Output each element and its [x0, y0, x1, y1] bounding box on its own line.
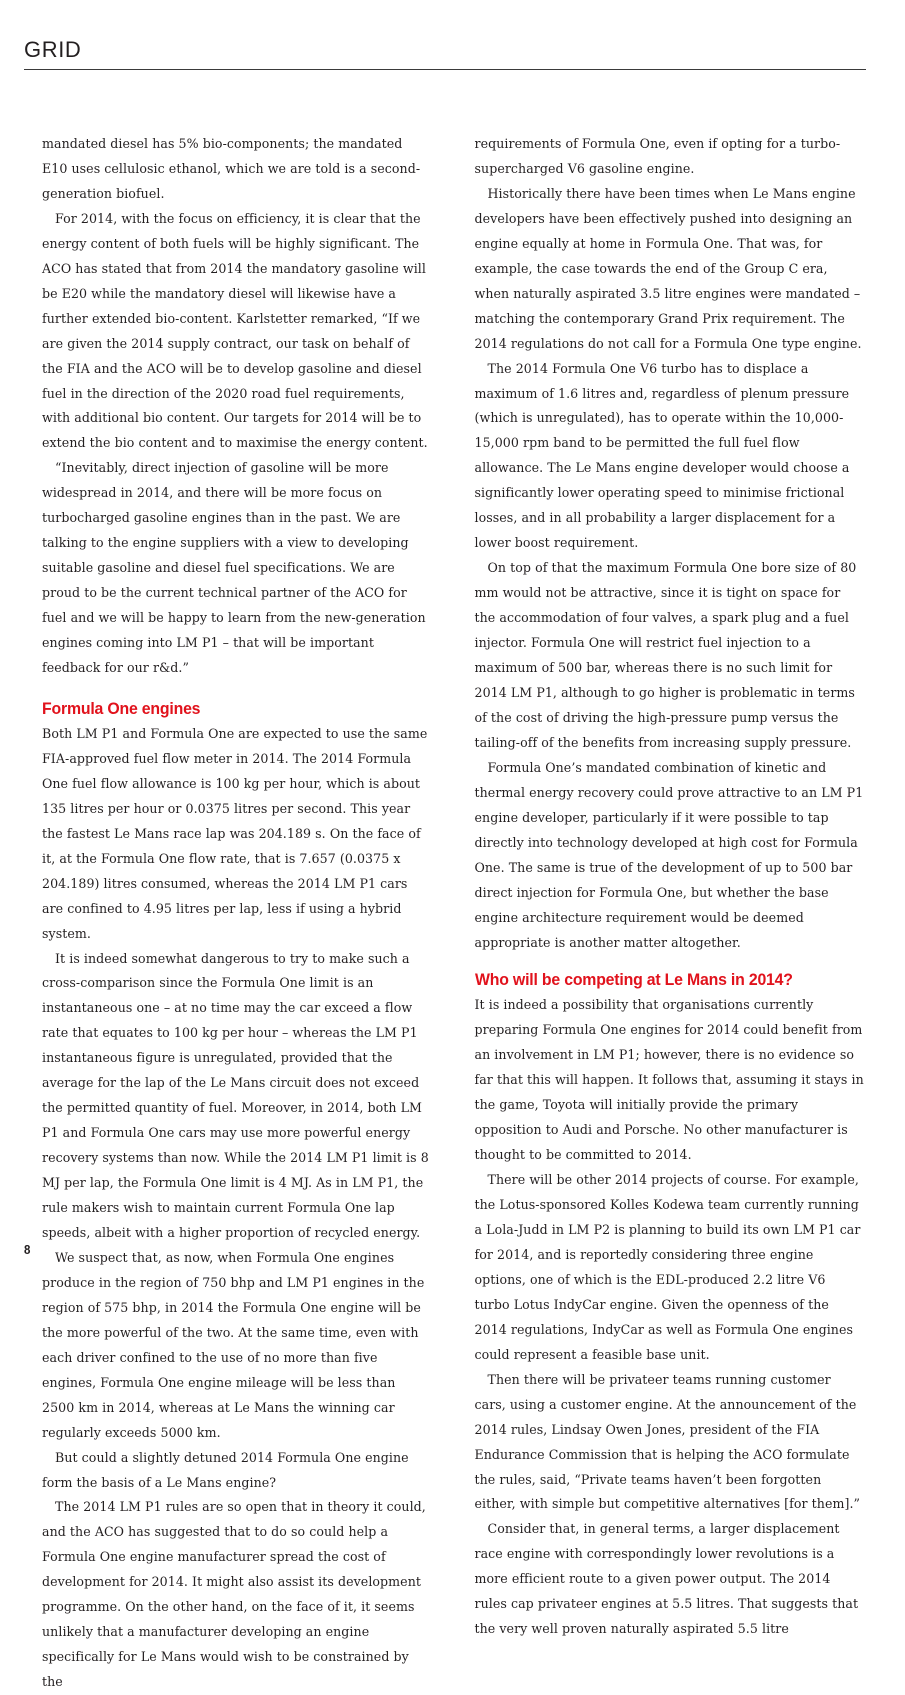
page-number: 8	[24, 1243, 31, 1257]
paragraph: We suspect that, as now, when Formula One engines produce in the region of 750 bhp and LM P1 engines in the region of 575 bhp, in 2014 the Formula One engine will be the more powerful of the two. At the same time, even with each driver confined to the use of no more than five engines, Formula One engine mileage will be less than 2500 km in 2014, whereas at Le Mans the winning car regularly exceeds 5000 km.	[42, 1249, 425, 1440]
right-column	[475, 132, 865, 1695]
paragraph: The 2014 Formula One V6 turbo has to displace a maximum of 1.6 litres and, regardless of plenum pressure (which is unregulated), has to operate within the 10,000-15,000 rpm band to be permitted the full fuel flow allowance. The Le Mans engine developer would choose a significantly lower operating speed to minimise frictional losses, and in all probability a larger displacement for a lower boost requirement.	[474, 360, 850, 551]
header-divider	[24, 69, 866, 70]
paragraph: The 2014 LM P1 rules are so open that in theory it could, and the ACO has suggested that to do so could help a Formula One engine manufacturer spread the cost of development for 2014. It might also assist its development programme. On the other hand, on the face of it, it seems unlikely that a manufacturer developing an engine specifically for Le Mans would wish to be constrained by the	[42, 1499, 426, 1690]
paragraph: It is indeed a possibility that organisations currently preparing Formula One engines for 2014 could benefit from an involvement in LM P1; however, there is no evidence so far that this will happen. It follows that, assuming it stays in the game, Toyota will initially provide the primary opposition to Audi and Porsche. No other manufacturer is thought to be committed to 2014.	[474, 997, 864, 1163]
left-column	[42, 132, 432, 1695]
paragraph: requirements of Formula One, even if opting for a turbo-supercharged V6 gasoline engine.	[474, 136, 841, 176]
publication-title: GRID	[24, 37, 82, 62]
paragraph: On top of that the maximum Formula One bore size of 80 mm would not be attractive, since it is tight on space for the accommodation of four valves, a spark plug and a fuel injector. Formula One will restrict fuel injection to a maximum of 500 bar, whereas there is no such limit for 2014 LM P1, although to go higher is problematic in terms of the cost of driving the high-pressure pump versus the tailing-off of the benefits from increasing supply pressure.	[474, 560, 857, 750]
paragraph: It is indeed somewhat dangerous to try to make such a cross-comparison since the Formula One limit is an instantaneous one – at no time may the car exceed a flow rate that equates to 100 kg per hour – whereas the LM P1 instantaneous figure is unregulated, provided that the average for the lap of the Le Mans circuit does not exceed the permitted quantity of fuel. Moreover, in 2014, both LM P1 and Formula One cars may use more powerful energy recovery systems than now. While the 2014 LM P1 limit is 8 MJ per lap, the Formula One limit is 4 MJ. As in LM P1, the rule makers wish to maintain current Formula One lap speeds, albeit with a higher proportion of recycled energy.	[42, 950, 429, 1240]
paragraph: Consider that, in general terms, a larger displacement race engine with correspondingly lower revolutions is a more efficient route to a given power output. The 2014 rules cap privateer engines at 5.5 litres. That suggests that the very well proven naturally aspirated 5.5 litre	[474, 1521, 859, 1637]
running-header	[24, 38, 866, 70]
section-heading-formula-one-engines: Formula One engines	[42, 699, 201, 718]
paragraph: Then there will be privateer teams running customer cars, using a customer engine. At the announcement of the 2014 rules, Lindsay Owen Jones, president of the FIA Endurance Commission that is helping the ACO formulate the rules, said, “Private teams haven’t been forgotten either, with simple but competitive alternatives [for them].”	[474, 1371, 861, 1512]
paragraph: “Inevitably, direct injection of gasoline will be more widespread in 2014, and there will be more focus on turbocharged gasoline engines than in the past. We are talking to the engine suppliers with a view to developing suitable gasoline and diesel fuel specifications. We are proud to be the current technical partner of the ACO for fuel and we will be happy to learn from the new-generation engines coming into LM P1 – that will be important feedback for our r&d.”	[42, 460, 426, 676]
section-heading-who-will-be-competing: Who will be competing at Le Mans in 2014?	[474, 971, 793, 990]
paragraph: There will be other 2014 projects of course. For example, the Lotus-sponsored Kolles Kodewa team currently running a Lola-Judd in LM P2 is planning to build its own LM P1 car for 2014, and is reportedly considering three engine options, one of which is the EDL-produced 2.2 litre V6 turbo Lotus IndyCar engine. Given the openness of the 2014 regulations, IndyCar as well as Formula One engines could represent a feasible base unit.	[474, 1172, 861, 1362]
paragraph: For 2014, with the focus on efficiency, it is clear that the energy content of both fuels will be highly significant. The ACO has stated that from 2014 the mandatory gasoline will be E20 while the mandatory diesel will likewise have a further extended bio-content. Karlstetter remarked, “If we are given the 2014 supply contract, our task on behalf of the FIA and the ACO will be to develop gasoline and diesel fuel in the direction of the 2020 road fuel requirements, with additional bio content. Our targets for 2014 will be to extend the bio content and to maximise the energy content.	[42, 210, 428, 451]
paragraph: But could a slightly detuned 2014 Formula One engine form the basis of a Le Mans engine?	[42, 1449, 409, 1490]
article-body	[42, 132, 864, 1695]
paragraph: mandated diesel has 5% bio-components; the mandated E10 uses cellulosic ethanol, which we are told is a second-generation biofuel.	[42, 136, 421, 201]
paragraph: Formula One’s mandated combination of kinetic and thermal energy recovery could prove attractive to an LM P1 engine developer, particularly if it were possible to tap directly into technology developed at high cost for Formula One. The same is true of the development of up to 500 bar direct injection for Formula One, but whether the base engine architecture requirement would be deemed appropriate is another matter altogether.	[474, 759, 864, 950]
paragraph: Both LM P1 and Formula One are expected to use the same FIA-approved fuel flow meter in 2014. The 2014 Formula One fuel flow allowance is 100 kg per hour, which is about 135 litres per hour or 0.0375 litres per second. This year the fastest Le Mans race lap was 204.189 s. On the face of it, at the Formula One flow rate, that is 7.657 (0.0375 x 204.189) litres consumed, whereas the 2014 LM P1 cars are confined to 4.95 litres per lap, less if using a hybrid system.	[42, 725, 428, 941]
paragraph: Historically there have been times when Le Mans engine developers have been effectively pushed into designing an engine equally at home in Formula One. That was, for example, the case towards the end of the Group C era, when naturally aspirated 3.5 litre engines were mandated – matching the contemporary Grand Prix requirement. The 2014 regulations do not call for a Formula One type engine.	[474, 185, 862, 351]
